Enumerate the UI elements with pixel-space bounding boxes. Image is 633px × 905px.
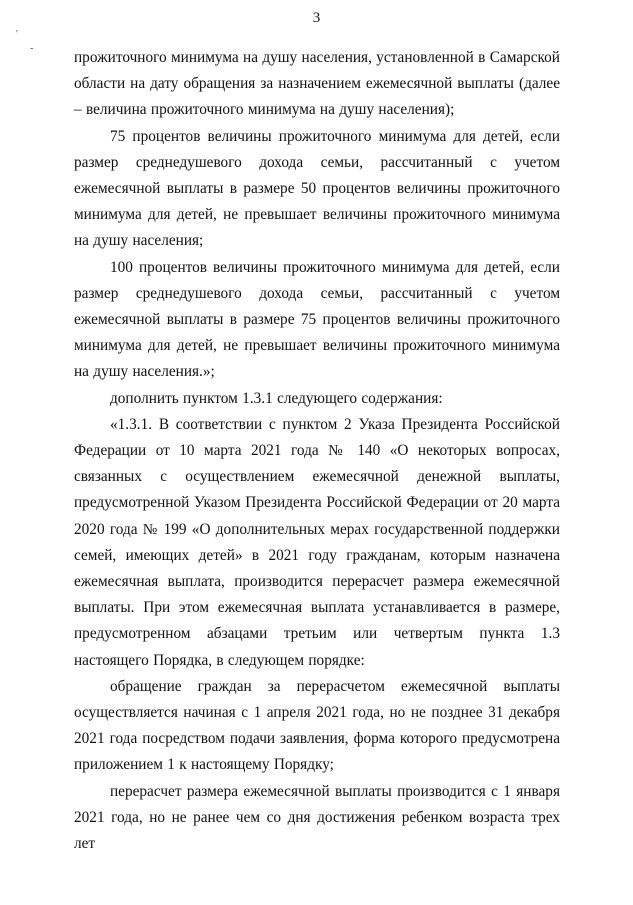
document-body [74,45,560,857]
margin-mark-top: ' [16,29,18,40]
paragraph-75-percent: 75 процентов величины прожиточного минимума для детей, если размер среднедушевого дохода семьи, рассчитанный с учетом ежемесячной выплаты в размере 50 процентов величины прожиточного минимума для детей, не превышает величины прожиточного минимума на душу населения; [74,127,560,250]
paragraph-amendment-intro: дополнить пунктом 1.3.1 следующего содержания: [110,389,443,407]
page-number: 3 [312,10,321,26]
paragraph-clause-1-3-1: «1.3.1. В соответствии с пунктом 2 Указа Президента Российской Федерации от 10 марта 2021 года № 140 «О некоторых вопросах, связанных с осуществлением ежемесячной денежной выплаты, предусмотренной Указом Президента Российской Федерации от 20 марта 2020 года № 199 «О дополнительных мерах государственной поддержки семей, имеющих детей» в 2021 году гражданам, которым назначена ежемесячная выплата, производится перерасчет размера ежемесячной выплаты. При этом ежемесячная выплата устанавливается в размере, предусмотренном абзацами третьим или четвертым пункта 1.3 настоящего Порядка, в следующем порядке: [74,415,560,669]
paragraph-recalculation: перерасчет размера ежемесячной выплаты производится с 1 января 2021 года, но не ранее чем со дня достижения ребенком возраста трех лет [74,782,560,853]
paragraph-application-period: обращение граждан за перерасчетом ежемесячной выплаты осуществляется начиная с 1 апреля 2021 года, но не позднее 31 декабря 2021 года посредством подачи заявления, форма которого предусмотрена приложением 1 к настоящему Порядку; [74,677,560,774]
paragraph-100-percent: 100 процентов величины прожиточного минимума для детей, если размер среднедушевого дохода семьи, рассчитанный с учетом ежемесячной выплаты в размере 75 процентов величины прожиточного минимума для детей, не превышает величины прожиточного минимума на душу населения.»; [74,258,560,381]
paragraph-continuation: прожиточного минимума на душу населения, установленной в Самарской области на дату обращения за назначением ежемесячной выплаты (далее – величина прожиточного минимума на душу населения); [74,49,560,119]
margin-mark-left: - [30,43,34,54]
